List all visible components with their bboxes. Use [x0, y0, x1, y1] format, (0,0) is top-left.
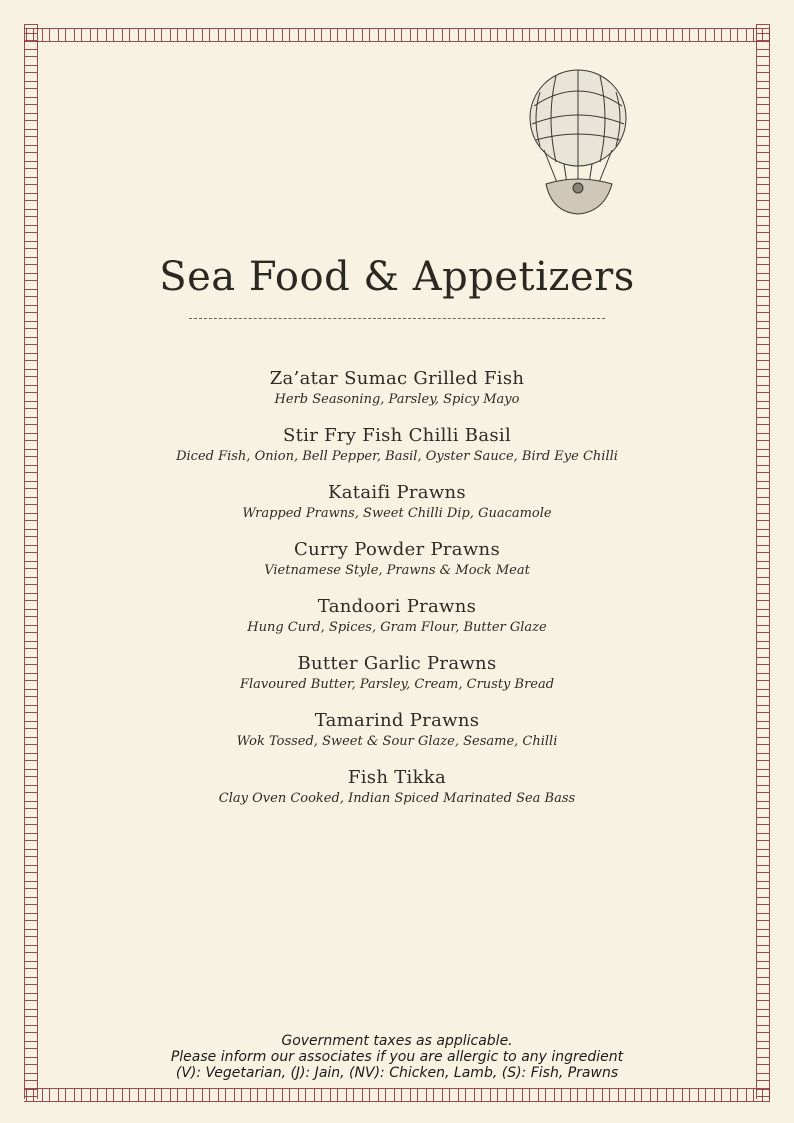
footer-tax-note: Government taxes as applicable.: [281, 1033, 513, 1049]
decorative-border-top: [24, 28, 770, 42]
menu-item-name: Tandoori Prawns: [317, 596, 477, 617]
menu-item-name: Stir Fry Fish Chilli Basil: [282, 425, 512, 446]
menu-item-name: Fish Tikka: [347, 767, 447, 788]
menu-item: [0, 423, 794, 480]
menu-item-name: Kataifi Prawns: [328, 482, 466, 503]
menu-item: [0, 765, 794, 822]
menu-item: [0, 708, 794, 765]
menu-item: [0, 594, 794, 651]
decorative-border-bottom: [24, 1088, 770, 1102]
hot-air-balloon-icon: [526, 66, 630, 218]
menu-item-description: Hung Curd, Spices, Gram Flour, Butter Glaze: [247, 620, 547, 635]
page-title: Sea Food & Appetizers: [159, 254, 635, 300]
menu-item-name: Curry Powder Prawns: [294, 539, 500, 560]
menu-item: [0, 537, 794, 594]
title-divider: [189, 318, 605, 319]
menu-item-description: Diced Fish, Onion, Bell Pepper, Basil, Oyster Sauce, Bird Eye Chilli: [176, 449, 618, 464]
menu-item: [0, 480, 794, 537]
footer-legend: (V): Vegetarian, (J): Jain, (NV): Chicken, Lamb, (S): Fish, Prawns: [175, 1065, 619, 1081]
menu-list: [0, 366, 794, 822]
menu-item-description: Wrapped Prawns, Sweet Chilli Dip, Guacamole: [242, 506, 552, 521]
menu-item-name: Butter Garlic Prawns: [297, 653, 497, 674]
menu-item-name: Za’atar Sumac Grilled Fish: [269, 368, 525, 389]
menu-item-description: Vietnamese Style, Prawns & Mock Meat: [264, 563, 530, 578]
menu-item-description: Herb Seasoning, Parsley, Spicy Mayo: [274, 392, 520, 407]
footer-notes: [0, 1033, 794, 1081]
footer-allergy-note: Please inform our associates if you are allergic to any ingredient: [170, 1049, 624, 1065]
menu-item: [0, 651, 794, 708]
menu-item-description: Flavoured Butter, Parsley, Cream, Crusty Bread: [239, 677, 555, 692]
menu-item: [0, 366, 794, 423]
menu-item-name: Tamarind Prawns: [314, 710, 480, 731]
menu-item-description: Clay Oven Cooked, Indian Spiced Marinated Sea Bass: [218, 791, 576, 806]
menu-item-description: Wok Tossed, Sweet & Sour Glaze, Sesame, Chilli: [236, 734, 558, 749]
